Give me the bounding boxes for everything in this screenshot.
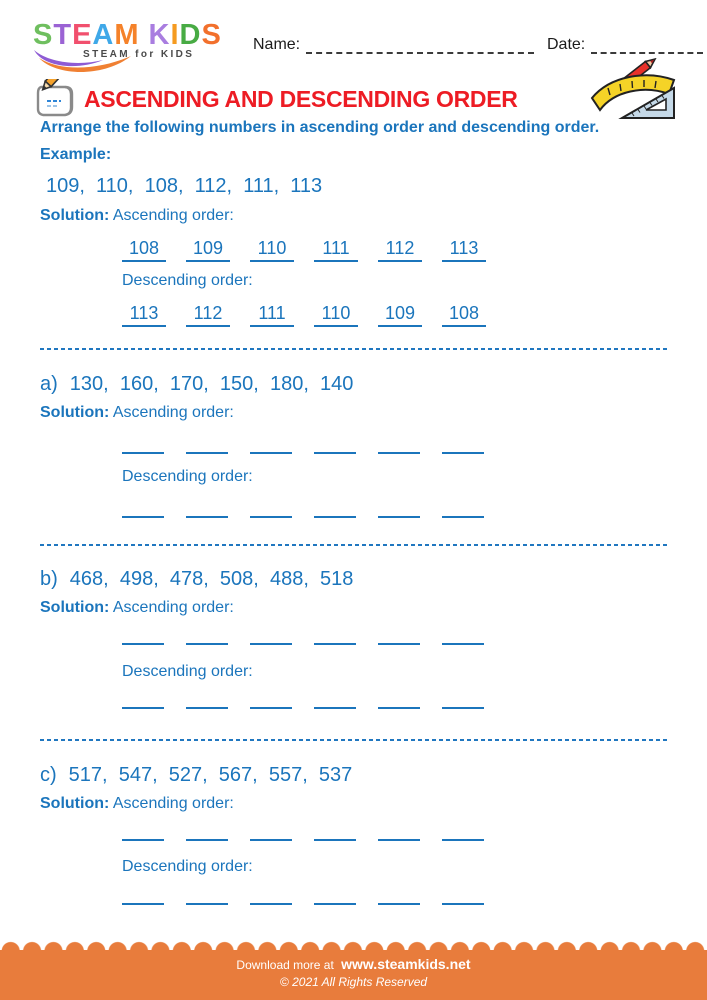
date-label: Date: [547, 36, 586, 53]
answer-blank[interactable] [442, 883, 484, 905]
name-input-line[interactable] [306, 37, 534, 54]
answer-blank[interactable] [378, 623, 420, 645]
ruler-setsquare-icon [588, 58, 680, 124]
answer-blank[interactable] [122, 819, 164, 841]
logo-letter: M [114, 19, 140, 51]
ascending-label: Ascending order: [112, 404, 234, 421]
answer-blank[interactable] [250, 883, 292, 905]
logo-letter: T [53, 19, 73, 51]
answer-slot: 110 [250, 236, 294, 262]
solution-row [40, 795, 234, 813]
answer-blank[interactable] [442, 687, 484, 709]
section-divider [40, 739, 668, 741]
descending-blank-row [122, 496, 506, 518]
logo-letter: K [148, 19, 171, 51]
answer-blank[interactable] [250, 687, 292, 709]
answer-blank[interactable] [122, 432, 164, 454]
answer-blank[interactable] [250, 496, 292, 518]
answer-blank[interactable] [250, 623, 292, 645]
footer-banner [0, 950, 707, 1000]
example-ascending-answers [122, 236, 506, 262]
section-divider [40, 348, 668, 350]
answer-blank[interactable] [122, 623, 164, 645]
answer-blank[interactable] [442, 496, 484, 518]
answer-slot: 111 [314, 236, 358, 262]
answer-blank[interactable] [442, 432, 484, 454]
answer-slot: 112 [186, 301, 230, 327]
question-numbers: 130, 160, 170, 150, 180, 140 [69, 373, 354, 395]
solution-label: Solution: [40, 599, 110, 616]
example-numbers: 109, 110, 108, 112, 111, 113 [46, 175, 323, 197]
name-field [253, 36, 534, 54]
answer-blank[interactable] [186, 432, 228, 454]
logo-letter: S [201, 19, 222, 51]
name-label: Name: [253, 36, 301, 53]
answer-blank[interactable] [378, 819, 420, 841]
ascending-label: Ascending order: [112, 207, 234, 224]
question-id: b) [40, 568, 58, 590]
footer-website-link[interactable]: www.steamkids.net [341, 956, 471, 972]
answer-blank[interactable] [314, 496, 356, 518]
answer-slot: 113 [442, 236, 486, 262]
answer-slot: 108 [122, 236, 166, 262]
answer-blank[interactable] [186, 883, 228, 905]
ascending-blank-row [122, 623, 506, 645]
answer-blank[interactable] [186, 623, 228, 645]
answer-blank[interactable] [122, 496, 164, 518]
ascending-label: Ascending order: [112, 599, 234, 616]
answer-slot: 113 [122, 301, 166, 327]
steam-kids-logo [33, 20, 243, 72]
example-label: Example: [40, 146, 112, 163]
footer-download-text: Download more at [236, 958, 334, 972]
ascending-blank-row [122, 819, 506, 841]
pencil-paper-icon [35, 79, 79, 121]
answer-blank[interactable] [250, 819, 292, 841]
answer-blank[interactable] [378, 432, 420, 454]
answer-blank[interactable] [186, 819, 228, 841]
descending-label: Descending order: [122, 468, 253, 485]
answer-blank[interactable] [378, 496, 420, 518]
question-numbers: 468, 498, 478, 508, 488, 518 [69, 568, 354, 590]
question-id: a) [40, 373, 58, 395]
logo-subtitle: STEAM for KIDS [83, 49, 195, 60]
example-descending-answers [122, 301, 506, 327]
answer-blank[interactable] [314, 819, 356, 841]
answer-blank[interactable] [314, 623, 356, 645]
answer-blank[interactable] [186, 496, 228, 518]
answer-slot: 111 [250, 301, 294, 327]
solution-label: Solution: [40, 795, 110, 812]
answer-slot: 108 [442, 301, 486, 327]
example-solution-row [40, 207, 234, 225]
descending-label: Descending order: [122, 663, 253, 680]
footer-copyright: © 2021 All Rights Reserved [279, 975, 428, 989]
answer-slot: 109 [186, 236, 230, 262]
page-title: ASCENDING AND DESCENDING ORDER [84, 86, 518, 112]
answer-blank[interactable] [314, 432, 356, 454]
answer-blank[interactable] [378, 883, 420, 905]
descending-label: Descending order: [122, 272, 253, 289]
descending-blank-row [122, 687, 506, 709]
question-numbers: 517, 547, 527, 567, 557, 537 [68, 764, 353, 786]
answer-blank[interactable] [122, 883, 164, 905]
logo-letter: I [170, 19, 180, 51]
date-field [547, 36, 703, 54]
logo-letter: E [72, 19, 93, 51]
ascending-label: Ascending order: [112, 795, 234, 812]
solution-row [40, 404, 234, 422]
footer-download-line [0, 956, 707, 972]
answer-blank[interactable] [186, 687, 228, 709]
answer-blank[interactable] [378, 687, 420, 709]
answer-blank[interactable] [442, 623, 484, 645]
descending-label: Descending order: [122, 858, 253, 875]
date-input-line[interactable] [591, 37, 703, 54]
solution-row [40, 599, 234, 617]
answer-blank[interactable] [314, 883, 356, 905]
question-c [40, 764, 352, 787]
logo-letter: D [179, 19, 202, 51]
section-divider [40, 544, 668, 546]
question-id: c) [40, 764, 57, 786]
ascending-blank-row [122, 432, 506, 454]
answer-blank[interactable] [250, 432, 292, 454]
worksheet-instruction: Arrange the following numbers in ascending order and descending order. [40, 119, 600, 136]
logo-wordmark [33, 20, 243, 50]
logo-letter: S [33, 19, 54, 51]
question-b [40, 568, 353, 591]
logo-letter: A [92, 19, 115, 51]
answer-blank[interactable] [442, 819, 484, 841]
answer-slot: 112 [378, 236, 422, 262]
answer-slot: 110 [314, 301, 358, 327]
answer-slot: 109 [378, 301, 422, 327]
question-a [40, 373, 353, 396]
descending-blank-row [122, 883, 506, 905]
solution-label: Solution: [40, 207, 110, 224]
answer-blank[interactable] [122, 687, 164, 709]
solution-label: Solution: [40, 404, 110, 421]
answer-blank[interactable] [314, 687, 356, 709]
